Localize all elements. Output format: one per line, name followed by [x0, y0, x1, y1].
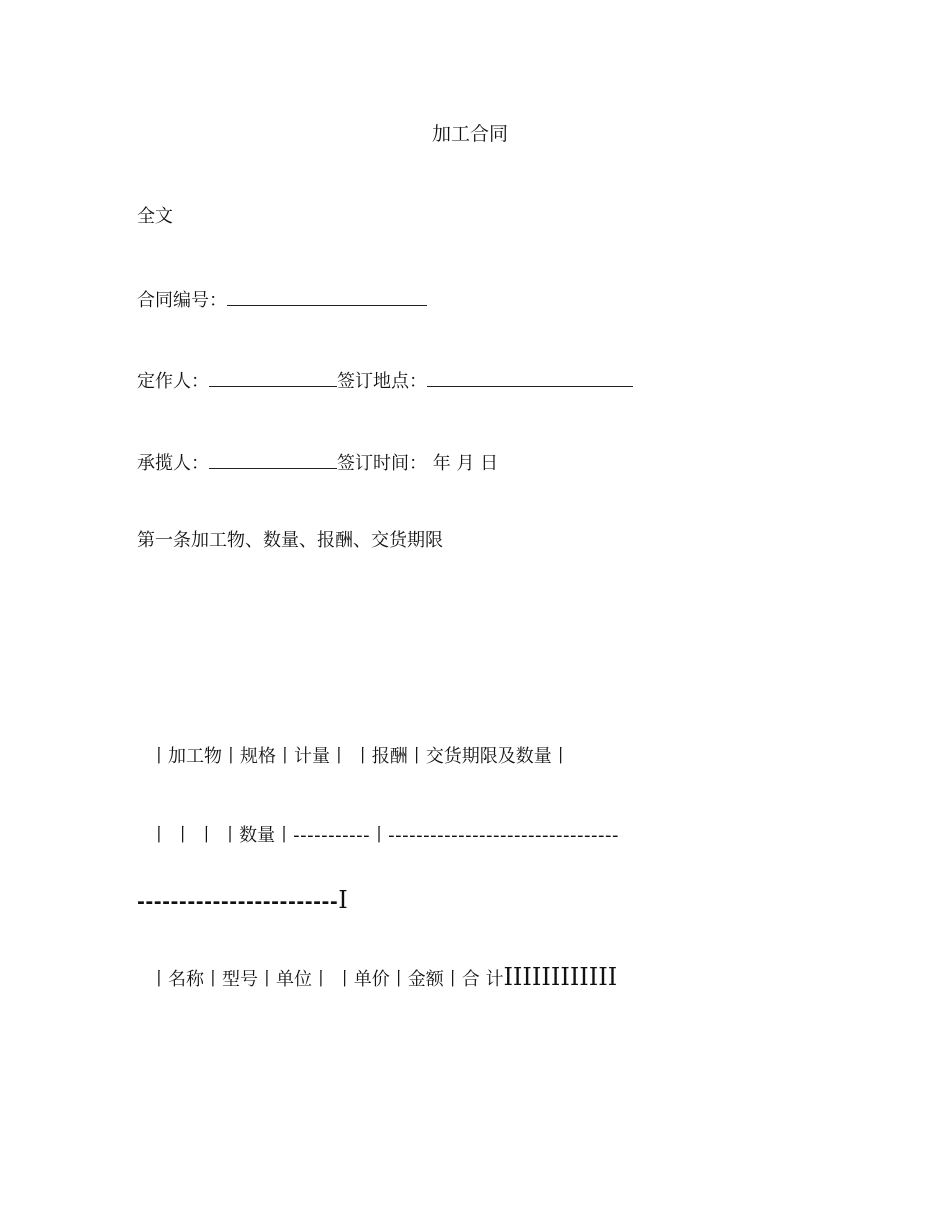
- row2-dashes-2: ---------------------------------: [388, 825, 619, 846]
- article1-heading: 第一条加工物、数量、报酬、交货期限: [137, 530, 443, 551]
- contractor-blank: [209, 450, 337, 469]
- orderer-blank: [209, 368, 337, 387]
- sign-time-label: 签订时间：: [337, 453, 427, 474]
- contractor-line: [137, 450, 498, 476]
- document-title: 加工合同: [431, 123, 508, 145]
- section-full-text: 全文: [137, 206, 173, 227]
- row4-text: 丨名称丨型号丨单位丨 丨单价丨金额丨合 计: [150, 969, 504, 990]
- table-row-names: [150, 962, 617, 995]
- row3-dashes: ------------------------: [137, 891, 339, 913]
- row4-end-bars: IIIIIIIIIIII: [503, 963, 618, 991]
- table-row-quantity: [150, 824, 619, 848]
- sign-time-value: 年 月 日: [427, 453, 499, 474]
- sign-place-blank: [427, 368, 633, 387]
- table-header-row: 丨加工物丨规格丨计量丨 丨报酬丨交货期限及数量丨: [150, 746, 570, 767]
- row2-prefix: 丨 丨 丨 丨数量丨: [150, 825, 294, 846]
- row2-separator: 丨: [370, 825, 389, 846]
- row2-dashes-1: -----------: [293, 825, 371, 846]
- sign-place-label: 签订地点：: [337, 371, 427, 392]
- orderer-line: [137, 368, 633, 394]
- row3-end-bar: I: [338, 886, 348, 914]
- contractor-label: 承揽人：: [137, 453, 209, 474]
- contract-number-label: 合同编号：: [137, 290, 227, 311]
- contract-number-line: [137, 287, 427, 313]
- table-dash-row: [137, 886, 348, 916]
- contract-number-blank: [227, 287, 427, 306]
- orderer-label: 定作人：: [137, 371, 209, 392]
